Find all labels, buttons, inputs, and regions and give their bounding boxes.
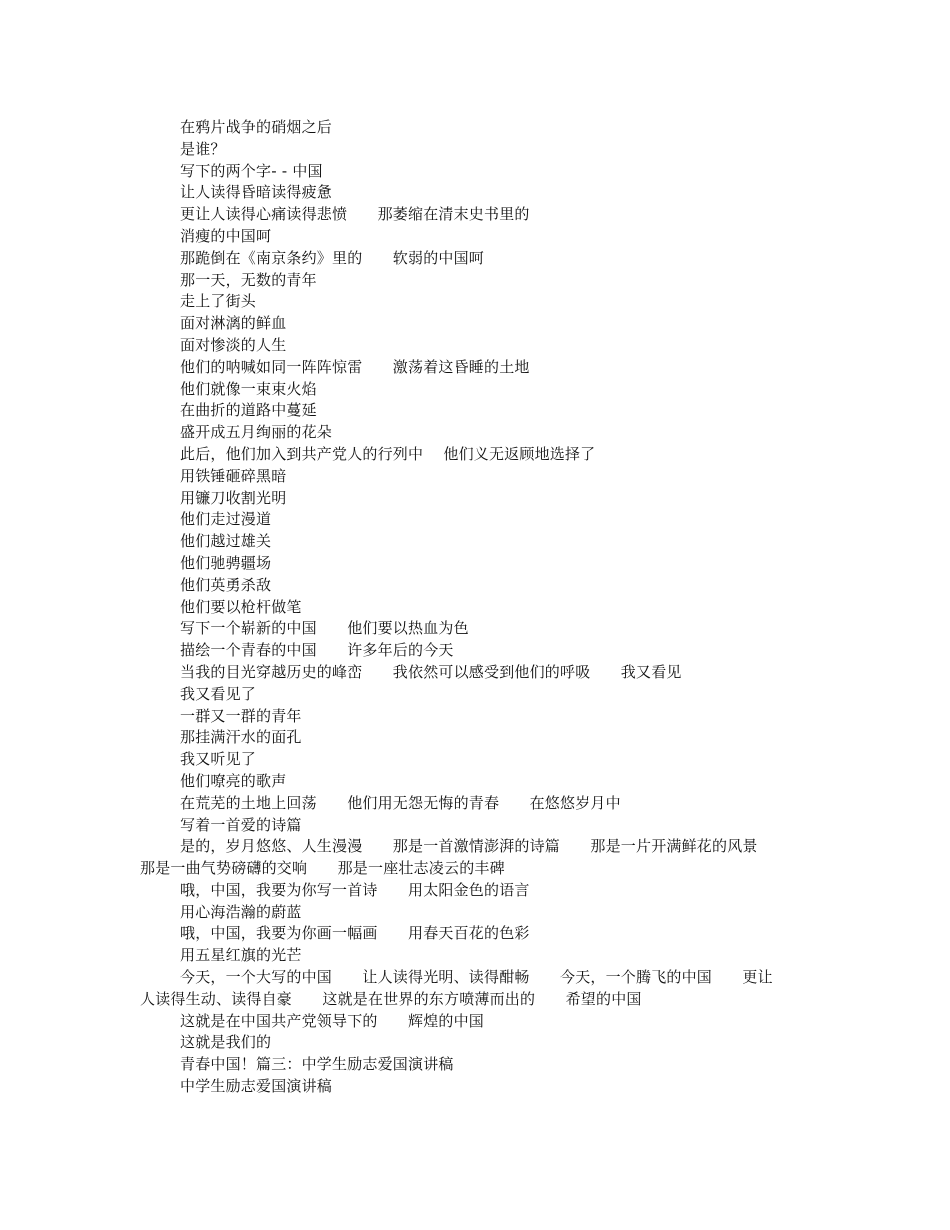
- text-line: 青春中国！篇三：中学生励志爱国演讲稿: [180, 1055, 454, 1074]
- text-line: 用五星红旗的光芒: [180, 946, 302, 965]
- text-line: 一群又一群的青年: [180, 706, 302, 725]
- text-line: 这就是我们的: [180, 1033, 272, 1052]
- text-line: 写下一个崭新的中国 他们要以热血为色: [180, 619, 469, 638]
- text-line: 人读得生动、读得自豪 这就是在世界的东方喷薄而出的 希望的中国: [140, 989, 642, 1008]
- text-line: 在曲折的道路中蔓延: [180, 401, 317, 420]
- text-line: 更让人读得心痛读得悲愤 那萎缩在清末史书里的: [180, 205, 530, 224]
- text-line: 盛开成五月绚丽的花朵: [180, 423, 333, 442]
- text-line: 今天，一个大写的中国 让人读得光明、读得酣畅 今天，一个腾飞的中国 更让: [180, 968, 773, 987]
- text-line: 是的，岁月悠悠、人生漫漫 那是一首激情澎湃的诗篇 那是一片开满鲜花的风景: [180, 837, 758, 856]
- text-line: 那挂满汗水的面孔: [180, 728, 302, 747]
- text-line: 在鸦片战争的硝烟之后: [180, 118, 333, 136]
- text-line: 是谁？: [180, 139, 226, 158]
- text-line: 那是一曲气势磅礴的交响 那是一座壮志凌云的丰碑: [140, 859, 505, 878]
- text-line: 我又听见了: [180, 750, 257, 769]
- text-line: 消瘦的中国呵: [180, 226, 272, 245]
- text-line: 当我的目光穿越历史的峰峦 我依然可以感受到他们的呼吸 我又看见: [180, 662, 682, 681]
- text-line: 他们的呐喊如同一阵阵惊雷 激荡着这昏睡的土地: [180, 357, 530, 376]
- text-line: 他们越过雄关: [180, 532, 272, 551]
- text-line: 描绘一个青春的中国 许多年后的今天: [180, 641, 454, 660]
- text-line: 他们走过漫道: [180, 510, 272, 529]
- text-line: 用铁锤砸碎黑暗: [180, 466, 287, 485]
- text-line: 让人读得昏暗读得疲惫: [180, 183, 333, 202]
- text-line: 他们驰骋疆场: [180, 553, 272, 572]
- text-line: 哦，中国，我要为你写一首诗 用太阳金色的语言: [180, 880, 530, 899]
- text-line: 那跪倒在《南京条约》里的 软弱的中国呵: [180, 248, 485, 267]
- text-line: 他们嘹亮的歌声: [180, 771, 287, 790]
- text-line: 用心海浩瀚的蔚蓝: [180, 902, 302, 921]
- text-line: 他们就像一束束火焰: [180, 379, 317, 398]
- text-line: 写着一首爱的诗篇: [180, 815, 302, 834]
- text-line: 那一天，无数的青年: [180, 270, 317, 289]
- text-line: 中学生励志爱国演讲稿: [180, 1077, 333, 1096]
- text-line: 面对淋漓的鲜血: [180, 314, 287, 333]
- text-line: 这就是在中国共产党领导下的 辉煌的中国: [180, 1011, 485, 1030]
- text-line: 写下的两个字- - 中国: [180, 161, 323, 180]
- text-line: 哦，中国，我要为你画一幅画 用春天百花的色彩: [180, 924, 530, 943]
- text-line: 走上了街头: [180, 292, 257, 311]
- text-line: 面对惨淡的人生: [180, 335, 287, 354]
- text-line: 用镰刀收割光明: [180, 488, 287, 507]
- text-line: 他们要以枪杆做笔: [180, 597, 302, 616]
- text-line: 他们英勇杀敌: [180, 575, 272, 594]
- text-line: 此后，他们加入到共产党人的行列中 他们义无返顾地选择了: [180, 444, 596, 463]
- text-line: 我又看见了: [180, 684, 257, 703]
- text-line: 在荒芜的土地上回荡 他们用无怨无悔的青春 在悠悠岁月中: [180, 793, 621, 812]
- document-body: [140, 117, 820, 1098]
